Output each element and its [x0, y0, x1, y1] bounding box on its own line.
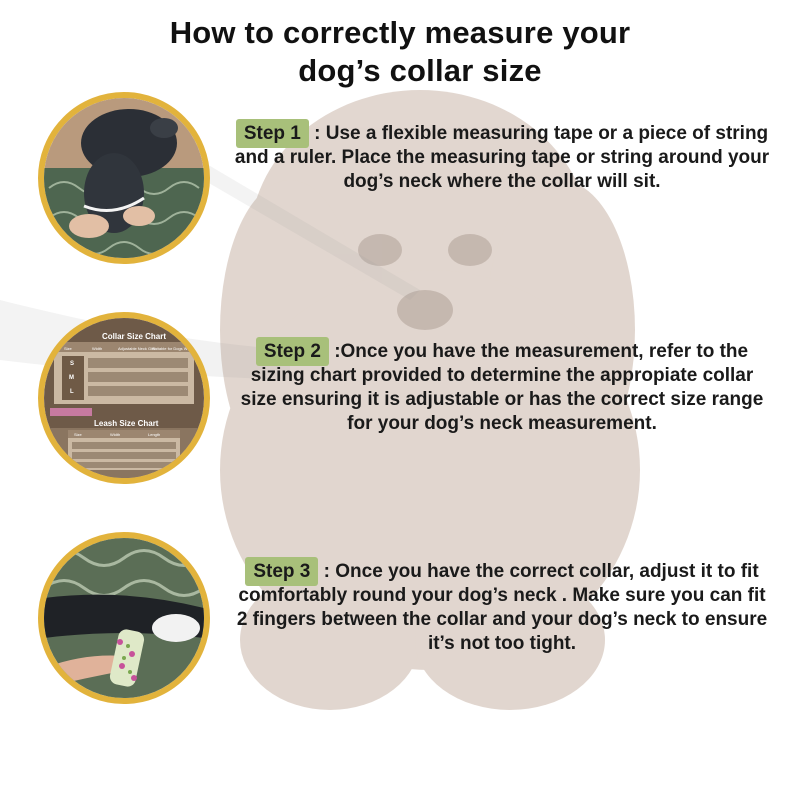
- step-1-description: Use a flexible measuring tape or a piece of string and a ruler. Place the measuring tape or string around your dog’s neck where the collar will sit.: [234, 123, 770, 192]
- step-3-description: Once you have the correct collar, adjust it to fit comfortably round your dog’s neck . Make sure you can fit 2 fingers between the collar and your dog’s neck to ensure it’s not too tight.: [236, 561, 768, 654]
- chart-photo-collar-col-4: Suitable for Dogs Weighing: [152, 346, 201, 351]
- chart-photo-leash-col-1: Size: [74, 432, 82, 437]
- collar-finger-fit-photo: [38, 532, 210, 704]
- chart-photo-collar-col-1: Size: [64, 346, 72, 351]
- chart-photo-size-l: L: [70, 389, 74, 395]
- page-title: [0, 14, 800, 90]
- step-2-badge: Step 2: [256, 337, 329, 366]
- step-1-separator: :: [308, 123, 326, 144]
- title-line-1: How to correctly measure your: [169, 15, 631, 50]
- chart-photo-size-m: M: [69, 375, 74, 381]
- collar-size-chart-photo: [38, 312, 210, 484]
- step-2-description: Once you have the measurement, refer to the sizing chart provided to determine the appropiate collar size ensuring it is adjustable or has the correct size range for your dog’s neck measurement.: [240, 341, 764, 434]
- step-2-separator: :: [328, 341, 341, 362]
- step-3-separator: :: [318, 561, 336, 582]
- title-line-2: dog’s collar size: [298, 53, 542, 88]
- chart-photo-collar-col-2: Width: [92, 346, 103, 351]
- chart-photo-leash-col-2: Width: [110, 432, 121, 437]
- chart-photo-collar-heading: Collar Size Chart: [102, 332, 167, 341]
- step-3-text: [232, 560, 772, 656]
- step-3-badge: Step 3: [245, 557, 318, 586]
- step-1-text: [232, 122, 772, 194]
- chart-photo-collar-col-3: Adjustable Neck Girth: [118, 346, 157, 351]
- chart-photo-leash-heading: Leash Size Chart: [94, 419, 159, 428]
- dog-neck-measuring-tape-photo: [38, 92, 210, 264]
- step-1-badge: Step 1: [236, 119, 309, 148]
- chart-photo-size-s: S: [70, 361, 75, 367]
- step-2-text: [232, 340, 772, 436]
- chart-photo-leash-col-3: Length: [148, 432, 161, 437]
